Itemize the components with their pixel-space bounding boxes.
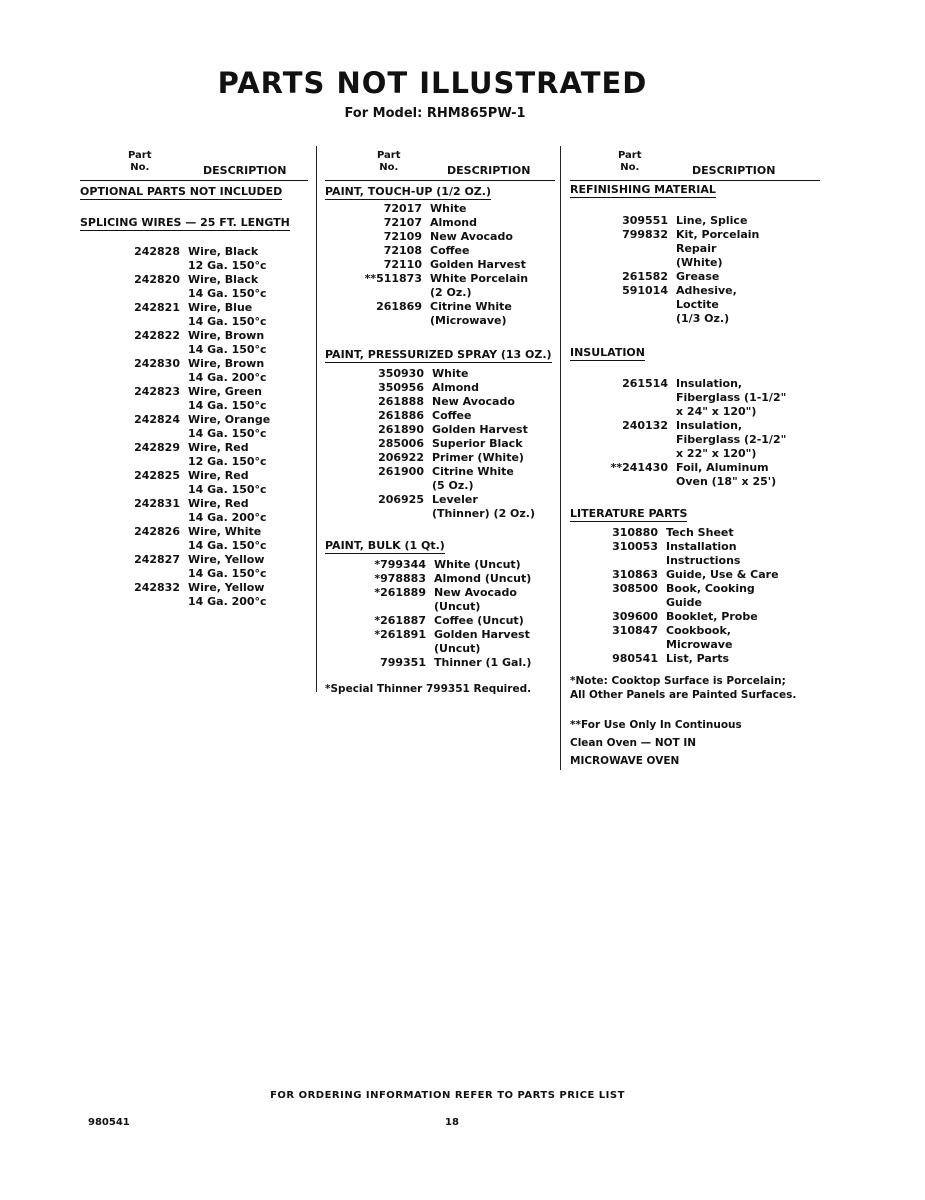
part-description: White xyxy=(430,202,467,215)
part-row xyxy=(570,624,820,652)
part-description: Wire, Red 14 Ga. 200°c xyxy=(188,497,267,524)
section-title-spray: PAINT, PRESSURIZED SPRAY (13 OZ.) xyxy=(325,348,552,361)
part-description: Golden Harvest xyxy=(432,423,528,436)
part-description: Coffee xyxy=(432,409,472,422)
part-number: 799832 xyxy=(622,228,668,241)
part-number: 242822 xyxy=(134,329,180,342)
part-row xyxy=(325,493,555,521)
part-row xyxy=(80,581,308,609)
part-number: 72109 xyxy=(383,230,422,243)
part-description: Adhesive, Loctite (1/3 Oz.) xyxy=(676,284,737,325)
part-number: *261891 xyxy=(374,628,426,641)
part-description: Wire, Black 12 Ga. 150°c xyxy=(188,245,267,272)
column-divider-1 xyxy=(316,146,317,692)
ordering-info: FOR ORDERING INFORMATION REFER TO PARTS PRICE LIST xyxy=(270,1090,625,1101)
part-description: Wire, Orange 14 Ga. 150°c xyxy=(188,413,271,440)
part-number: 242829 xyxy=(134,441,180,454)
part-label: Part xyxy=(128,150,152,161)
part-description: Book, Cooking Guide xyxy=(666,582,755,609)
part-number: 242830 xyxy=(134,357,180,370)
part-description: Golden Harvest (Uncut) xyxy=(434,628,530,655)
part-description: Wire, Red 14 Ga. 150°c xyxy=(188,469,267,496)
part-description: Wire, Red 12 Ga. 150°c xyxy=(188,441,267,468)
part-description: Wire, Black 14 Ga. 150°c xyxy=(188,273,267,300)
column-header xyxy=(325,148,555,181)
part-number: 72110 xyxy=(383,258,422,271)
part-row xyxy=(80,497,308,525)
part-no-header xyxy=(377,150,401,174)
part-description: White Porcelain (2 Oz.) xyxy=(430,272,529,299)
part-row xyxy=(80,357,308,385)
part-number: 240132 xyxy=(622,419,668,432)
bulk-paint-list xyxy=(325,558,555,670)
part-description: Booklet, Probe xyxy=(666,610,758,623)
part-row xyxy=(325,300,555,328)
part-number: 310053 xyxy=(612,540,658,553)
part-number: 261900 xyxy=(378,465,424,478)
part-label: Part xyxy=(377,150,401,161)
part-description: Coffee xyxy=(430,244,470,257)
document-number: 980541 xyxy=(88,1117,130,1128)
part-number: 72107 xyxy=(383,216,422,229)
part-row xyxy=(325,272,555,300)
part-number: 799351 xyxy=(380,656,426,669)
part-row xyxy=(325,216,555,230)
part-number: 285006 xyxy=(378,437,424,450)
part-description: Almond xyxy=(430,216,478,229)
part-row xyxy=(80,329,308,357)
part-number: 350930 xyxy=(378,367,424,380)
part-description: Golden Harvest xyxy=(430,258,526,271)
part-row xyxy=(570,419,820,461)
part-description: New Avocado xyxy=(432,395,515,408)
part-number: 242821 xyxy=(134,301,180,314)
part-row xyxy=(80,273,308,301)
part-number: 206922 xyxy=(378,451,424,464)
part-row xyxy=(80,301,308,329)
part-description: New Avocado xyxy=(430,230,513,243)
part-row xyxy=(80,553,308,581)
part-number: 206925 xyxy=(378,493,424,506)
no-label: No. xyxy=(130,162,150,173)
part-row xyxy=(325,437,555,451)
part-row xyxy=(570,461,820,489)
part-row xyxy=(325,628,555,656)
insulation-list xyxy=(570,377,820,489)
part-row xyxy=(325,258,555,272)
part-row xyxy=(325,451,555,465)
refinishing-list xyxy=(570,214,820,326)
part-row xyxy=(570,568,820,582)
section-title-refinishing: REFINISHING MATERIAL xyxy=(570,183,716,196)
part-description: White xyxy=(432,367,469,380)
part-description: Primer (White) xyxy=(432,451,524,464)
part-number: 310863 xyxy=(612,568,658,581)
part-description: Guide, Use & Care xyxy=(666,568,779,581)
part-row xyxy=(570,526,820,540)
part-row xyxy=(80,469,308,497)
section-title-splicing: SPLICING WIRES — 25 FT. LENGTH xyxy=(80,216,290,229)
part-number: 242827 xyxy=(134,553,180,566)
part-number: 242826 xyxy=(134,525,180,538)
part-row xyxy=(325,614,555,628)
part-number: *261887 xyxy=(374,614,426,627)
column-header xyxy=(570,148,820,181)
part-row xyxy=(80,385,308,413)
part-description: Superior Black xyxy=(432,437,523,450)
part-description: Citrine White (5 Oz.) xyxy=(432,465,514,492)
part-no-header xyxy=(618,150,642,174)
part-row xyxy=(80,245,308,273)
part-description: Foil, Aluminum Oven (18" x 25') xyxy=(676,461,777,488)
continuous-clean-note: **For Use Only In Continuous Clean Oven — NOT IN MICROWAVE OVEN xyxy=(570,719,742,767)
part-number: **241430 xyxy=(610,461,668,474)
part-row xyxy=(570,214,820,228)
part-description: Wire, Brown 14 Ga. 200°c xyxy=(188,357,267,384)
part-row xyxy=(325,465,555,493)
section-title-bulk: PAINT, BULK (1 Qt.) xyxy=(325,539,445,552)
part-number: 261869 xyxy=(376,300,422,313)
part-description: Kit, Porcelain Repair (White) xyxy=(676,228,760,269)
part-description: Wire, Blue 14 Ga. 150°c xyxy=(188,301,267,328)
part-description: Installation Instructions xyxy=(666,540,741,567)
part-row xyxy=(80,413,308,441)
part-row xyxy=(325,558,555,572)
page-number: 18 xyxy=(445,1117,459,1128)
part-row xyxy=(570,582,820,610)
description-header: DESCRIPTION xyxy=(447,164,531,177)
part-number: 591014 xyxy=(622,284,668,297)
part-description: Wire, Yellow 14 Ga. 150°c xyxy=(188,553,267,580)
part-number: *799344 xyxy=(374,558,426,571)
part-row xyxy=(570,284,820,326)
part-number: 261888 xyxy=(378,395,424,408)
part-row xyxy=(570,610,820,624)
part-number: 261582 xyxy=(622,270,668,283)
part-description: Thinner (1 Gal.) xyxy=(434,656,532,669)
part-description: New Avocado (Uncut) xyxy=(434,586,517,613)
part-row xyxy=(80,525,308,553)
part-description: List, Parts xyxy=(666,652,730,665)
literature-list xyxy=(570,526,820,666)
description-header: DESCRIPTION xyxy=(692,164,776,177)
part-number: **511873 xyxy=(364,272,422,285)
section-title-touchup: PAINT, TOUCH-UP (1/2 OZ.) xyxy=(325,185,491,198)
part-description: Cookbook, Microwave xyxy=(666,624,733,651)
part-description: Almond xyxy=(432,381,480,394)
part-no-header xyxy=(128,150,152,174)
part-row xyxy=(325,381,555,395)
special-thinner-note: *Special Thinner 799351 Required. xyxy=(325,683,532,695)
cooktop-note: *Note: Cooktop Surface is Porcelain; All Other Panels are Painted Surfaces. xyxy=(570,675,797,701)
part-number: 242828 xyxy=(134,245,180,258)
part-description: Wire, Green 14 Ga. 150°c xyxy=(188,385,267,412)
part-number: *978883 xyxy=(374,572,426,585)
column-divider-2 xyxy=(560,146,561,770)
part-row xyxy=(325,586,555,614)
part-row xyxy=(80,441,308,469)
part-number: 350956 xyxy=(378,381,424,394)
part-number: 980541 xyxy=(612,652,658,665)
part-row xyxy=(325,244,555,258)
part-row xyxy=(325,367,555,381)
part-number: 242831 xyxy=(134,497,180,510)
part-number: 242823 xyxy=(134,385,180,398)
part-number: 261514 xyxy=(622,377,668,390)
section-title-literature: LITERATURE PARTS xyxy=(570,507,688,520)
part-number: 72017 xyxy=(383,202,422,215)
part-description: Leveler (Thinner) (2 Oz.) xyxy=(432,493,536,520)
no-label: No. xyxy=(379,162,399,173)
part-number: 308500 xyxy=(612,582,658,595)
section-title-insulation: INSULATION xyxy=(570,346,645,359)
part-row xyxy=(325,395,555,409)
part-description: Tech Sheet xyxy=(666,526,734,539)
part-row xyxy=(570,652,820,666)
part-number: *261889 xyxy=(374,586,426,599)
part-row xyxy=(570,270,820,284)
part-description: Citrine White (Microwave) xyxy=(430,300,512,327)
part-number: 309551 xyxy=(622,214,668,227)
part-description: Grease xyxy=(676,270,720,283)
part-description: Wire, Brown 14 Ga. 150°c xyxy=(188,329,267,356)
part-number: 310880 xyxy=(612,526,658,539)
spray-paint-list xyxy=(325,367,555,521)
part-number: 310847 xyxy=(612,624,658,637)
part-number: 242820 xyxy=(134,273,180,286)
part-description: Line, Splice xyxy=(676,214,748,227)
part-label: Part xyxy=(618,150,642,161)
part-row xyxy=(325,202,555,216)
part-number: 242824 xyxy=(134,413,180,426)
part-number: 72108 xyxy=(383,244,422,257)
part-description: Wire, Yellow 14 Ga. 200°c xyxy=(188,581,267,608)
part-description: Coffee (Uncut) xyxy=(434,614,524,627)
column-header xyxy=(80,148,308,181)
model-subtitle: For Model: RHM865PW-1 xyxy=(344,106,526,121)
part-row xyxy=(325,409,555,423)
part-row xyxy=(570,377,820,419)
part-number: 261886 xyxy=(378,409,424,422)
column-3 xyxy=(570,148,820,770)
part-description: Insulation, Fiberglass (2-1/2" x 22" x 120") xyxy=(676,419,787,460)
section-title-optional: OPTIONAL PARTS NOT INCLUDED xyxy=(80,185,283,198)
description-header: DESCRIPTION xyxy=(203,164,287,177)
part-row xyxy=(325,572,555,586)
column-2 xyxy=(325,148,555,698)
part-description: Insulation, Fiberglass (1-1/2" x 24" x 120") xyxy=(676,377,787,418)
page-title: PARTS NOT ILLUSTRATED xyxy=(217,66,648,100)
part-description: Wire, White 14 Ga. 150°c xyxy=(188,525,267,552)
part-row xyxy=(325,423,555,437)
part-row xyxy=(325,656,555,670)
part-row xyxy=(570,228,820,270)
splicing-wires-list xyxy=(80,245,308,609)
part-number: 242825 xyxy=(134,469,180,482)
part-number: 309600 xyxy=(612,610,658,623)
part-row xyxy=(570,540,820,568)
part-number: 261890 xyxy=(378,423,424,436)
touchup-paint-list xyxy=(325,202,555,328)
column-1 xyxy=(80,148,308,609)
no-label: No. xyxy=(620,162,640,173)
part-row xyxy=(325,230,555,244)
part-number: 242832 xyxy=(134,581,180,594)
part-description: Almond (Uncut) xyxy=(434,572,532,585)
part-description: White (Uncut) xyxy=(434,558,521,571)
